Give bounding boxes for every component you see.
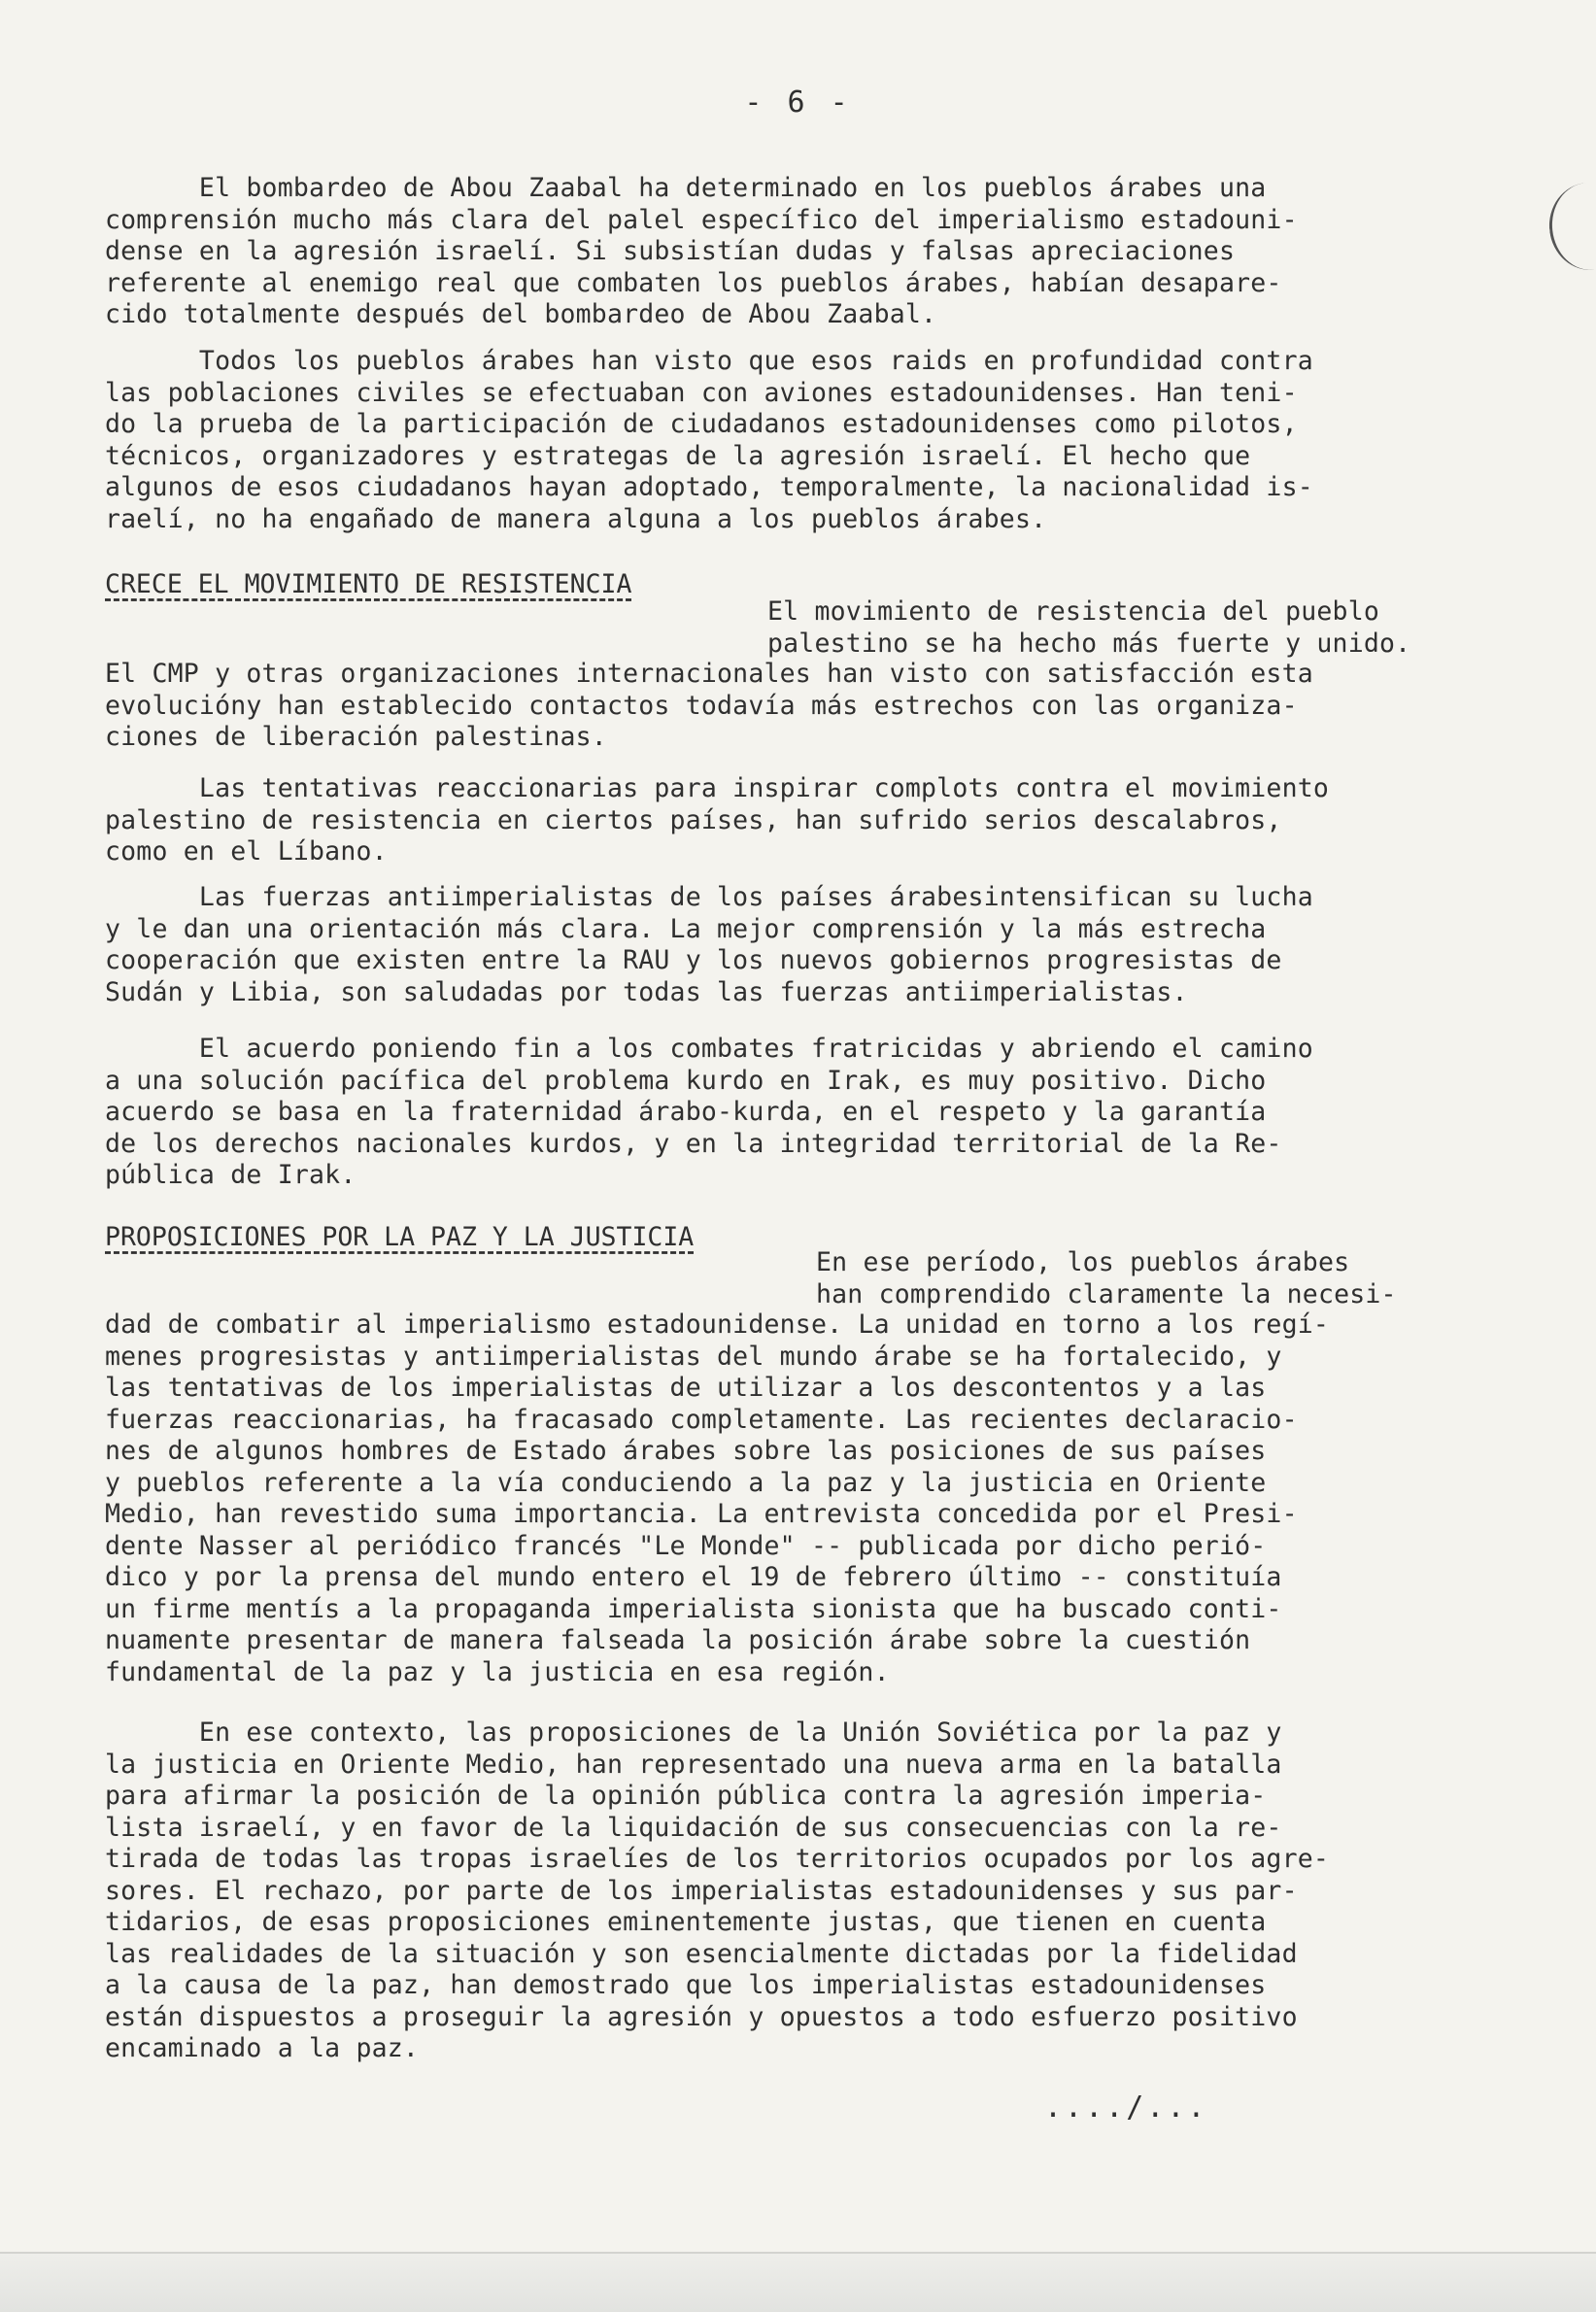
paragraph-tentativas-reaccionarias: Las tentativas reaccionarias para inspirar complots contra el movimiento palestino de resistencia en ciertos países, han sufrido serios descalabros, como en el Líbano. — [105, 773, 1330, 867]
paragraph-union-sovietica: En ese contexto, las proposiciones de la Unión Soviética por la paz y la justicia en Oriente Medio, han representado una nueva arma en la batalla para afirmar la posición de la opinión pública contra la agresión imperia- lista israelí, y en favor de la liquidación de sus consecuencias con la re- tirada de todas las tropas israelíes de los territorios ocupados por los agre- sores. El rechazo, por parte de los imperialistas estadounidenses y sus par- tidarios, de esas proposiciones eminentemente justas, que tienen en cuenta las realidades de la situación y son esencialmente dictadas por la fidelidad a la causa de la paz, han demostrado que los imperialistas estadounidenses están dispuestos a proseguir la agresión y opuestos a todo esfuerzo positivo encaminado a la paz. — [105, 1717, 1330, 2063]
paragraph-paz-lead: En ese período, los pueblos árabes han comprendido claramente la necesi- — [816, 1247, 1397, 1309]
page-bottom-edge — [0, 2252, 1596, 2312]
paragraph-problema-kurdo: El acuerdo poniendo fin a los combates fratricidas y abriendo el camino a una solución pacífica del problema kurdo en Irak, es muy positivo. Dicho acuerdo se basa en la fraternidad árabo-kurda, en el respeto y la garantía de los derechos nacionales kurdos, y en la integridad territorial de la Re- pública de Irak. — [105, 1034, 1313, 1190]
paragraph-resistencia-lead: El movimiento de resistencia del pueblo palestino se ha hecho más fuerte y unido. — [767, 596, 1411, 659]
paragraph-paz-body: dad de combatir al imperialismo estadounidense. La unidad en torno a los regí- menes progresistas y antiimperialistas del mundo árabe se ha fortalecido, y las tentativas de los imperialistas de utilizar a los descontentos y a las fuerzas reaccionarias, ha fracasado completamente. Las recientes declaracio- nes de algunos hombres de Estado árabes sobre las posiciones de sus países y pueblos referente a la vía conduciendo a la paz y la justicia en Oriente Medio, han revestido suma importancia. La entrevista concedida por el Presi- dente Nasser al periódico francés "Le Monde" -- publicada por dicho perió- dico y por la prensa del mundo entero el 19 de febrero último -- constituía un firme mentís a la propaganda imperialista sionista que ha buscado conti- nuamente presentar de manera falseada la posición árabe sobre la cuestión fundamental de la paz y la justicia en esa región. — [105, 1309, 1330, 1687]
paragraph-fuerzas-antiimperialistas: Las fuerzas antiimperialistas de los países árabesintensifican su lucha y le dan una orientación más clara. La mejor comprensión y la más estrecha cooperación que existen entre la RAU y los nuevos gobiernos progresistas de Sudán y Libia, son saludadas por todas las fuerzas antiimperialistas. — [105, 882, 1313, 1007]
continuation-mark: ..../... — [1044, 2091, 1208, 2125]
section-heading-paz-justicia: PROPOSICIONES POR LA PAZ Y LA JUSTICIA — [105, 1222, 695, 1252]
paragraph-resistencia-body: El CMP y otras organizaciones internacionales han visto con satisfacción esta evolucióny han establecido contactos todavía más estrechos con las organiza- ciones de liberación palestinas. — [105, 659, 1313, 752]
paragraph-aviones-estadounidenses: Todos los pueblos árabes han visto que esos raids en profundidad contra las poblaciones civiles se efectuaban con aviones estadounidenses. Han teni- do la prueba de la participación de ciudadanos estadounidenses como pilotos, técnicos, organizadores y estrategas de la agresión israelí. El hecho que algunos de esos ciudadanos hayan adoptado, temporalmente, la nacionalidad is- raelí, no ha engañado de manera alguna a los pueblos árabes. — [105, 346, 1313, 534]
paragraph-abou-zaabal: El bombardeo de Abou Zaabal ha determinado en los pueblos árabes una comprensión mucho más clara del palel específico del imperialismo estadouni- dense en la agresión israelí. Si subsistían dudas y falsas apreciaciones referente al enemigo real que combaten los pueblos árabes, habían desapare- cido totalmente después del bombardeo de Abou Zaabal. — [105, 173, 1298, 329]
section-heading-resistencia: CRECE EL MOVIMIENTO DE RESISTENCIA — [105, 569, 632, 599]
page-number: - 6 - — [744, 85, 852, 119]
margin-bracket-mark — [1545, 179, 1596, 274]
